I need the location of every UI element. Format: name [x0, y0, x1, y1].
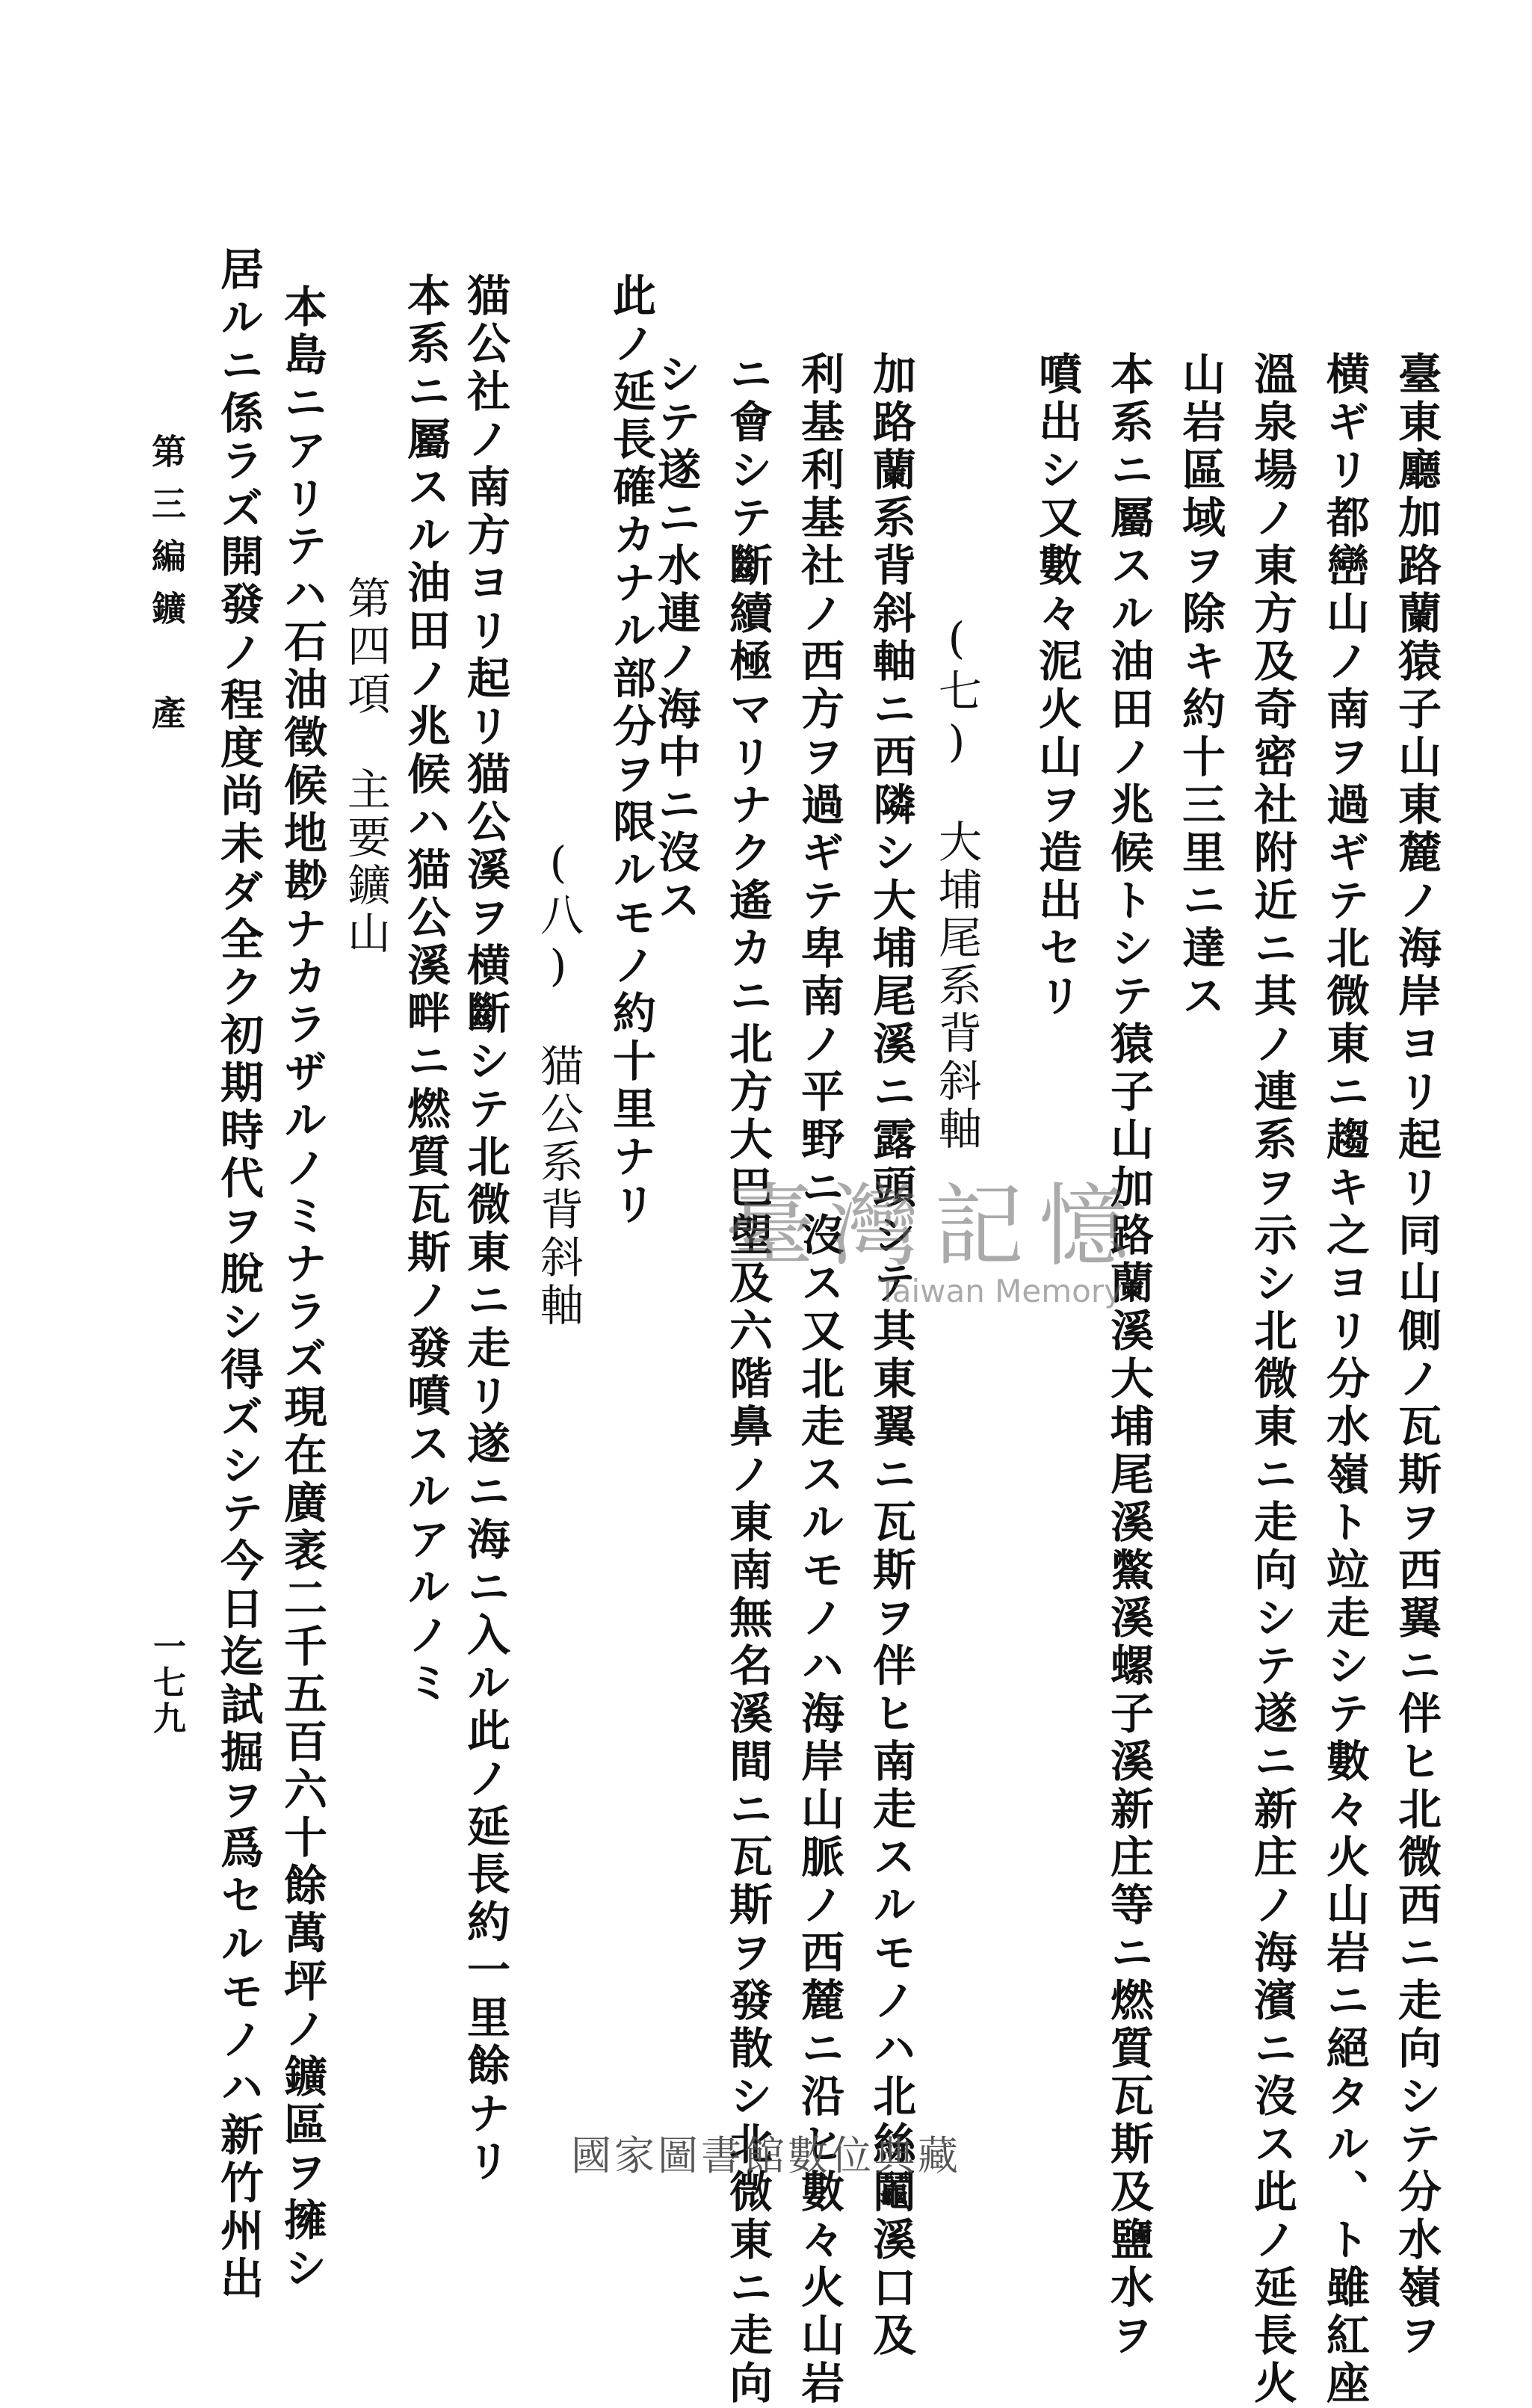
text-column-18: 居ルニ係ラズ開發ノ程度尚未ダ全ク初期時代ヲ脫シ得ズシテ今日迄試掘ヲ爲セルモノハ新竹州出	[213, 247, 264, 2303]
volume-label: 第三編	[146, 433, 187, 590]
subsection-heading: 第四項 主要鑛山	[340, 575, 391, 958]
section-heading-8: (八) 猫公系背斜軸	[533, 837, 584, 1330]
text-column-1: 臺東廳加路蘭猿子山東麓ノ海岸ヨリ起リ同山側ノ瓦斯ヲ西翼ニ伴ヒ北微西ニ走向シテ分水嶺ヲ	[1391, 351, 1442, 2360]
watermark-text: 臺灣記憶	[725, 1175, 1143, 1279]
text-column-11: シテ遂ニ水連ノ海中ニ沒ス	[650, 351, 701, 925]
text-column-6: 噴出シ又數々泥火山ヲ造出セリ	[1031, 351, 1082, 1021]
text-column-8: 加路蘭系背斜軸ニ西隣シ大埔尾溪ニ露頭シテ其東翼ニ瓦斯ヲ伴ヒ南走スルモノハ北絲鬮溪口及	[865, 351, 916, 2360]
text-column-14: 猫公社ノ南方ヨリ起リ猫公溪ヲ横斷シテ北微東ニ走リ遂ニ海ニ入ル此ノ延長約一里餘ナリ	[460, 273, 510, 2186]
watermark-subtext: Taiwan Memory	[878, 1273, 1122, 1309]
text-column-9: 利基利基社ノ西方ヲ過ギテ卑南ノ平野ニ沒ス又北走スルモノハ海岸山脈ノ西麓ニ沿ヒ數々火山岩	[794, 351, 844, 2408]
footer-credit: 國家圖書館數位典藏	[571, 2132, 961, 2179]
text-column-12: 此ノ延長確カナル部分ヲ限ルモノ約十里ナリ	[605, 273, 656, 1229]
text-column-15: 本系ニ屬スル油田ノ兆候ハ猫公溪畔ニ燃質瓦斯ノ發噴スルアルノミ	[400, 273, 451, 1708]
section-label: 鑛 產	[146, 590, 187, 747]
text-column-2: 横ギリ都巒山ノ南ヲ過ギテ北微東ニ趨キ之ヨリ分水嶺ト竝走シテ數々火山岩ニ絕タル、ト雖紅座	[1319, 351, 1370, 2408]
text-column-17: 本島ニアリテハ石油徵候地尠ナカラザルノミナラズ現在廣袤二千五百六十餘萬坪ノ鑛區ヲ擁シ	[277, 284, 327, 2293]
text-column-10: ニ會シテ斷續極マリナク遙カニ北方大巴塱及六階鼻ノ東南無名溪間ニ瓦斯ヲ發散シ北微東ニ走向	[722, 351, 773, 2408]
text-column-3: 溫泉場ノ東方及奇密社附近ニ其ノ連系ヲ示シ北微東ニ走向シテ遂ニ新庄ノ海濱ニ沒ス此ノ延長火	[1247, 351, 1297, 2408]
text-column-5: 本系ニ屬スル油田ノ兆候トシテ猿子山加路蘭溪大埔尾溪鱉溪螺子溪新庄等ニ燃質瓦斯及鹽水ヲ	[1103, 351, 1154, 2360]
section-heading-7: (七) 大埔尾系背斜軸	[931, 613, 982, 1154]
taiwan-memory-watermark	[725, 1155, 1293, 1309]
text-column-4: 山岩區域ヲ除キ約十三里ニ達ス	[1175, 351, 1226, 1021]
page-number: 一七九	[147, 1629, 185, 1737]
